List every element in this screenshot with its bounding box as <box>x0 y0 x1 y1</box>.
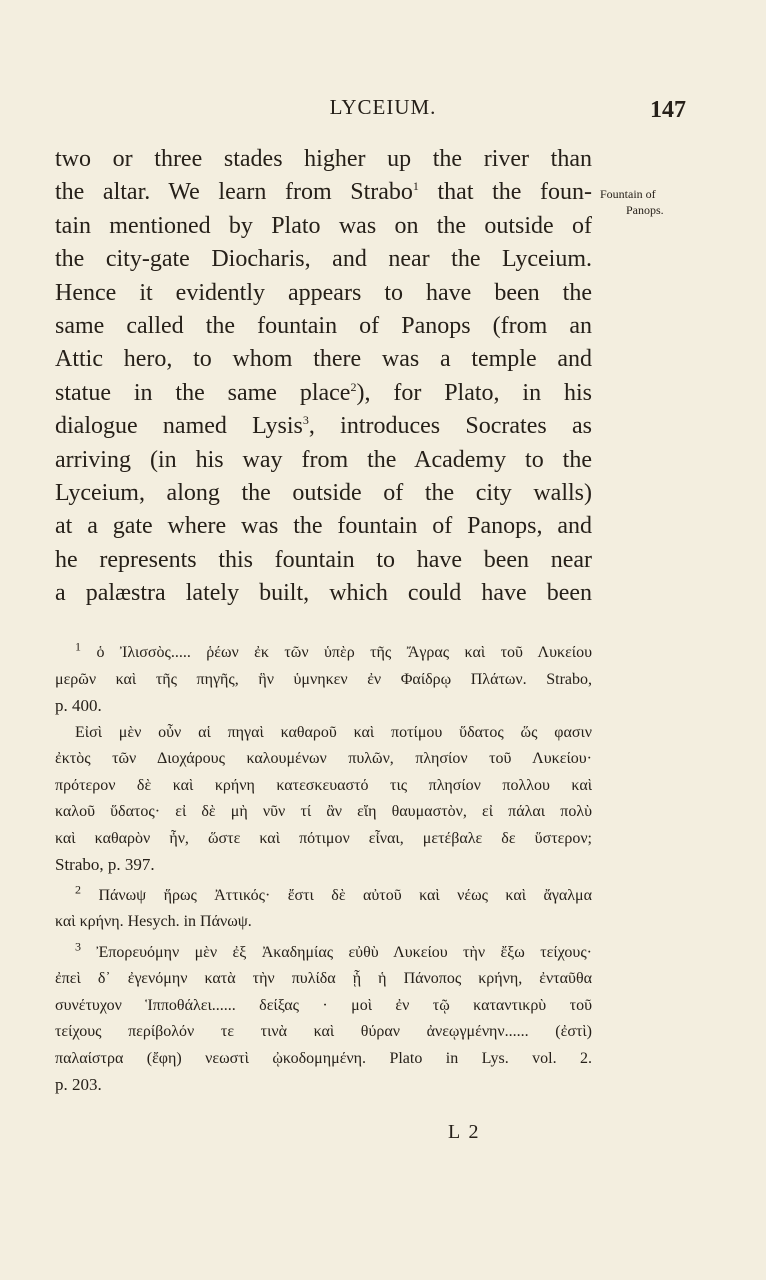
text-line: tain mentioned by Plato was on the outside of <box>55 212 592 239</box>
footnote-line: Strabo, p. 397. <box>55 855 155 874</box>
text-line: dialogue named Lysis$^3$, introduces Socrates as <box>55 413 592 440</box>
footnote-line: p. 400. <box>55 696 102 715</box>
text-line: the altar. We learn from Strabo$^1$ that the foun- <box>55 179 593 206</box>
footnotes <box>55 640 592 1103</box>
footnote-line: Εἰσὶ μὲν οὖν αἱ πηγαὶ καθαροῦ καὶ ποτίμου ὕδατος ὥς φασιν <box>75 723 592 741</box>
text-line: statue in the same place$^2$), for Plato, in his <box>55 379 592 406</box>
text-line: the city-gate Diocharis, and near the Lyceium. <box>55 246 592 273</box>
marginal-note-line-1: Fountain of <box>600 187 656 201</box>
footnote-line: p. 203. <box>55 1075 102 1094</box>
footnote-line: παλαίστρα (ἔφη) νεωστὶ ᾠκοδομημένη. Plato in Lys. vol. 2. <box>55 1049 592 1067</box>
footnote-ref-2: 2 <box>350 379 357 394</box>
footnote-line: τείχους περίβολόν τε τινὰ καὶ θύραν ἀνεῳγμένην...... (ἐστὶ) <box>55 1023 592 1040</box>
footnote-line: ἐκτὸς τῶν Διοχάρους καλουμένων πυλῶν, πλησίον τοῦ Λυκείου· <box>55 750 592 767</box>
footnote-line: καὶ καθαρὸν ἦν, ὥστε καὶ πότιμον εἶναι, μετέβαλε δε ὕστερον; <box>55 829 592 847</box>
footnote-line: πρότερον δὲ καὶ κρήνη κατεσκευαστό τις πλησίον πολλου καὶ <box>55 776 592 794</box>
marginal-note <box>600 186 690 218</box>
footnote-line: ἐπεὶ δ᾽ ἐγενόμην κατὰ τὴν πυλίδα ᾗ ἡ Πάνοπος κρήνη, ἐνταῦθα <box>55 970 592 987</box>
footnote-line: καλοῦ ὕδατος· εἰ δὲ μὴ νῦν τί ἂν εἴη θαυμαστὸν, εἰ πάλαι πολὺ <box>55 803 592 820</box>
footnote-line: συνέτυχον Ἱπποθάλει...... δείξας · μοὶ ἐν τῷ καταντικρὺ τοῦ <box>55 996 592 1014</box>
text-line: two or three stades higher up the river than <box>55 146 592 172</box>
footnote-ref-1: 1 <box>412 179 419 194</box>
text-line: arriving (in his way from the Academy to the <box>55 446 592 473</box>
footnote-1 <box>55 640 592 879</box>
running-head: LYCEIUM. <box>329 95 437 119</box>
text-line: Hence it evidently appears to have been the <box>55 279 592 306</box>
footnote-line: $^2$ Πάνωψ ἥρως Ἀττικός· ἔστι δὲ αὐτοῦ καὶ νέως καὶ ἄγαλμα <box>75 882 592 904</box>
footnote-2 <box>55 883 592 936</box>
text-line: a palæstra lately built, which could have been <box>55 580 592 607</box>
footnote-3 <box>55 940 592 1099</box>
footnote-line: καὶ κρήνη. Hesych. in Πάνωψ. <box>55 913 252 930</box>
text-line: he represents this fountain to have been near <box>55 546 592 573</box>
text-line: Attic hero, to whom there was a temple and <box>55 346 592 373</box>
page-number: 147 <box>650 97 686 123</box>
signature-mark: L 2 <box>448 1121 481 1143</box>
footnote-ref-3: 3 <box>302 413 309 428</box>
text-line: same called the fountain of Panops (from an <box>55 313 592 340</box>
text-line: at a gate where was the fountain of Panops, and <box>55 513 592 540</box>
marginal-note-line-2: Panops. <box>626 203 664 217</box>
footnote-line: μερῶν καὶ τῆς πηγῆς, ἣν ὑμνηκεν ἐν Φαίδρῳ Πλάτων. Strabo, <box>55 670 592 688</box>
footnote-line: $^3$ Ἐπορευόμην μὲν ἐξ Ἀκαδημίας εὐθὺ Λυκείου τὴν ἔξω τείχους· <box>75 939 592 961</box>
text-line: Lyceium, along the outside of the city walls) <box>55 480 592 507</box>
main-text <box>55 143 592 611</box>
footnote-line: $^1$ ὁ Ἰλισσὸς..... ῥέων ἐκ τῶν ὑπὲρ τῆς Ἄγρας καὶ τοῦ Λυκείου <box>75 639 593 661</box>
